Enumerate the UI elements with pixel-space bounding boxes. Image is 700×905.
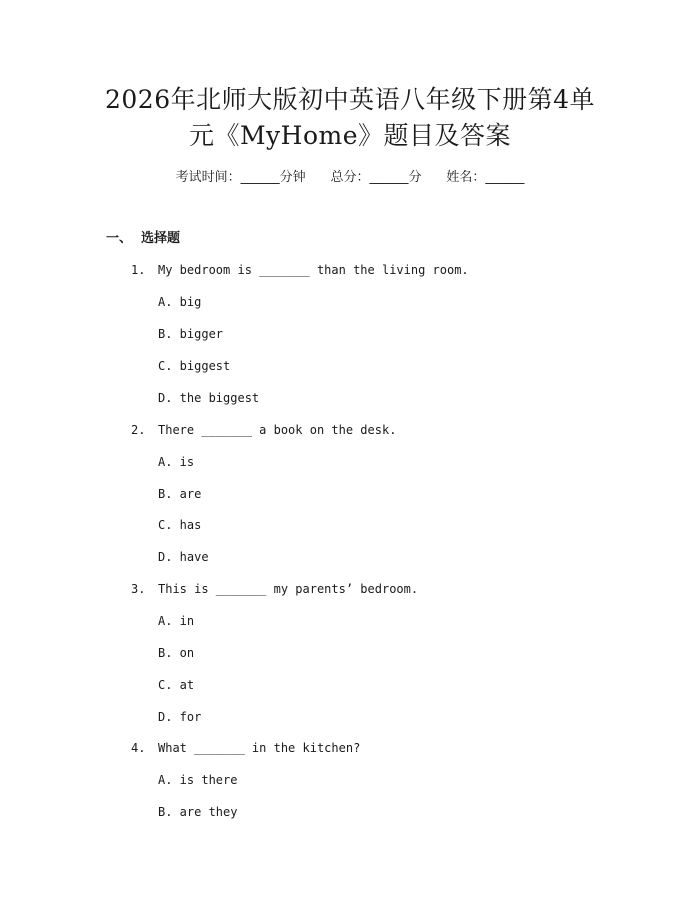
question-3-option-c: C. at — [158, 678, 195, 692]
question-4-option-a: A. is there — [158, 773, 238, 787]
question-1-option-d: D. the biggest — [158, 391, 260, 405]
exam-name-blank: ______ — [485, 170, 525, 185]
question-2-option-b: B. are — [158, 487, 202, 501]
exam-info — [0, 170, 700, 186]
question-2-option-a: A. is — [158, 455, 195, 469]
question-2-option-d: D. have — [158, 550, 209, 564]
question-2-number: 2. — [131, 423, 146, 437]
question-2-text: There _______ a book on the desk. — [158, 423, 397, 437]
question-3-option-b: B. on — [158, 646, 195, 660]
question-4-option-b: B. are they — [158, 805, 238, 819]
section-heading: 一、 选择题 — [106, 231, 181, 246]
exam-score-label: 总分： — [330, 170, 370, 185]
exam-time-blank: ______ — [240, 170, 280, 185]
question-1-option-a: A. big — [158, 295, 202, 309]
question-1-option-b: B. bigger — [158, 327, 224, 341]
exam-time-unit: 分钟 — [279, 170, 306, 185]
question-1-option-c: C. biggest — [158, 359, 231, 373]
question-4-number: 4. — [131, 741, 146, 755]
question-2-option-c: C. has — [158, 518, 202, 532]
question-1-number: 1. — [131, 263, 146, 277]
question-3-text: This is _______ my parents’ bedroom. — [158, 582, 419, 596]
document-title-line-2: 元《MyHome》题目及答案 — [188, 121, 512, 150]
question-4-text: What _______ in the kitchen? — [158, 741, 361, 755]
question-3-number: 3. — [131, 582, 146, 596]
question-3-option-d: D. for — [158, 710, 202, 724]
exam-score-unit: 分 — [408, 170, 422, 185]
question-1-text: My bedroom is _______ than the living room. — [158, 263, 469, 277]
exam-time-label: 考试时间： — [175, 170, 241, 185]
question-3-option-a: A. in — [158, 614, 195, 628]
exam-score-blank: ______ — [369, 170, 409, 185]
document-title-line-1: 2026年北师大版初中英语八年级下册第4单 — [104, 85, 596, 114]
exam-name-label: 姓名： — [446, 170, 486, 185]
